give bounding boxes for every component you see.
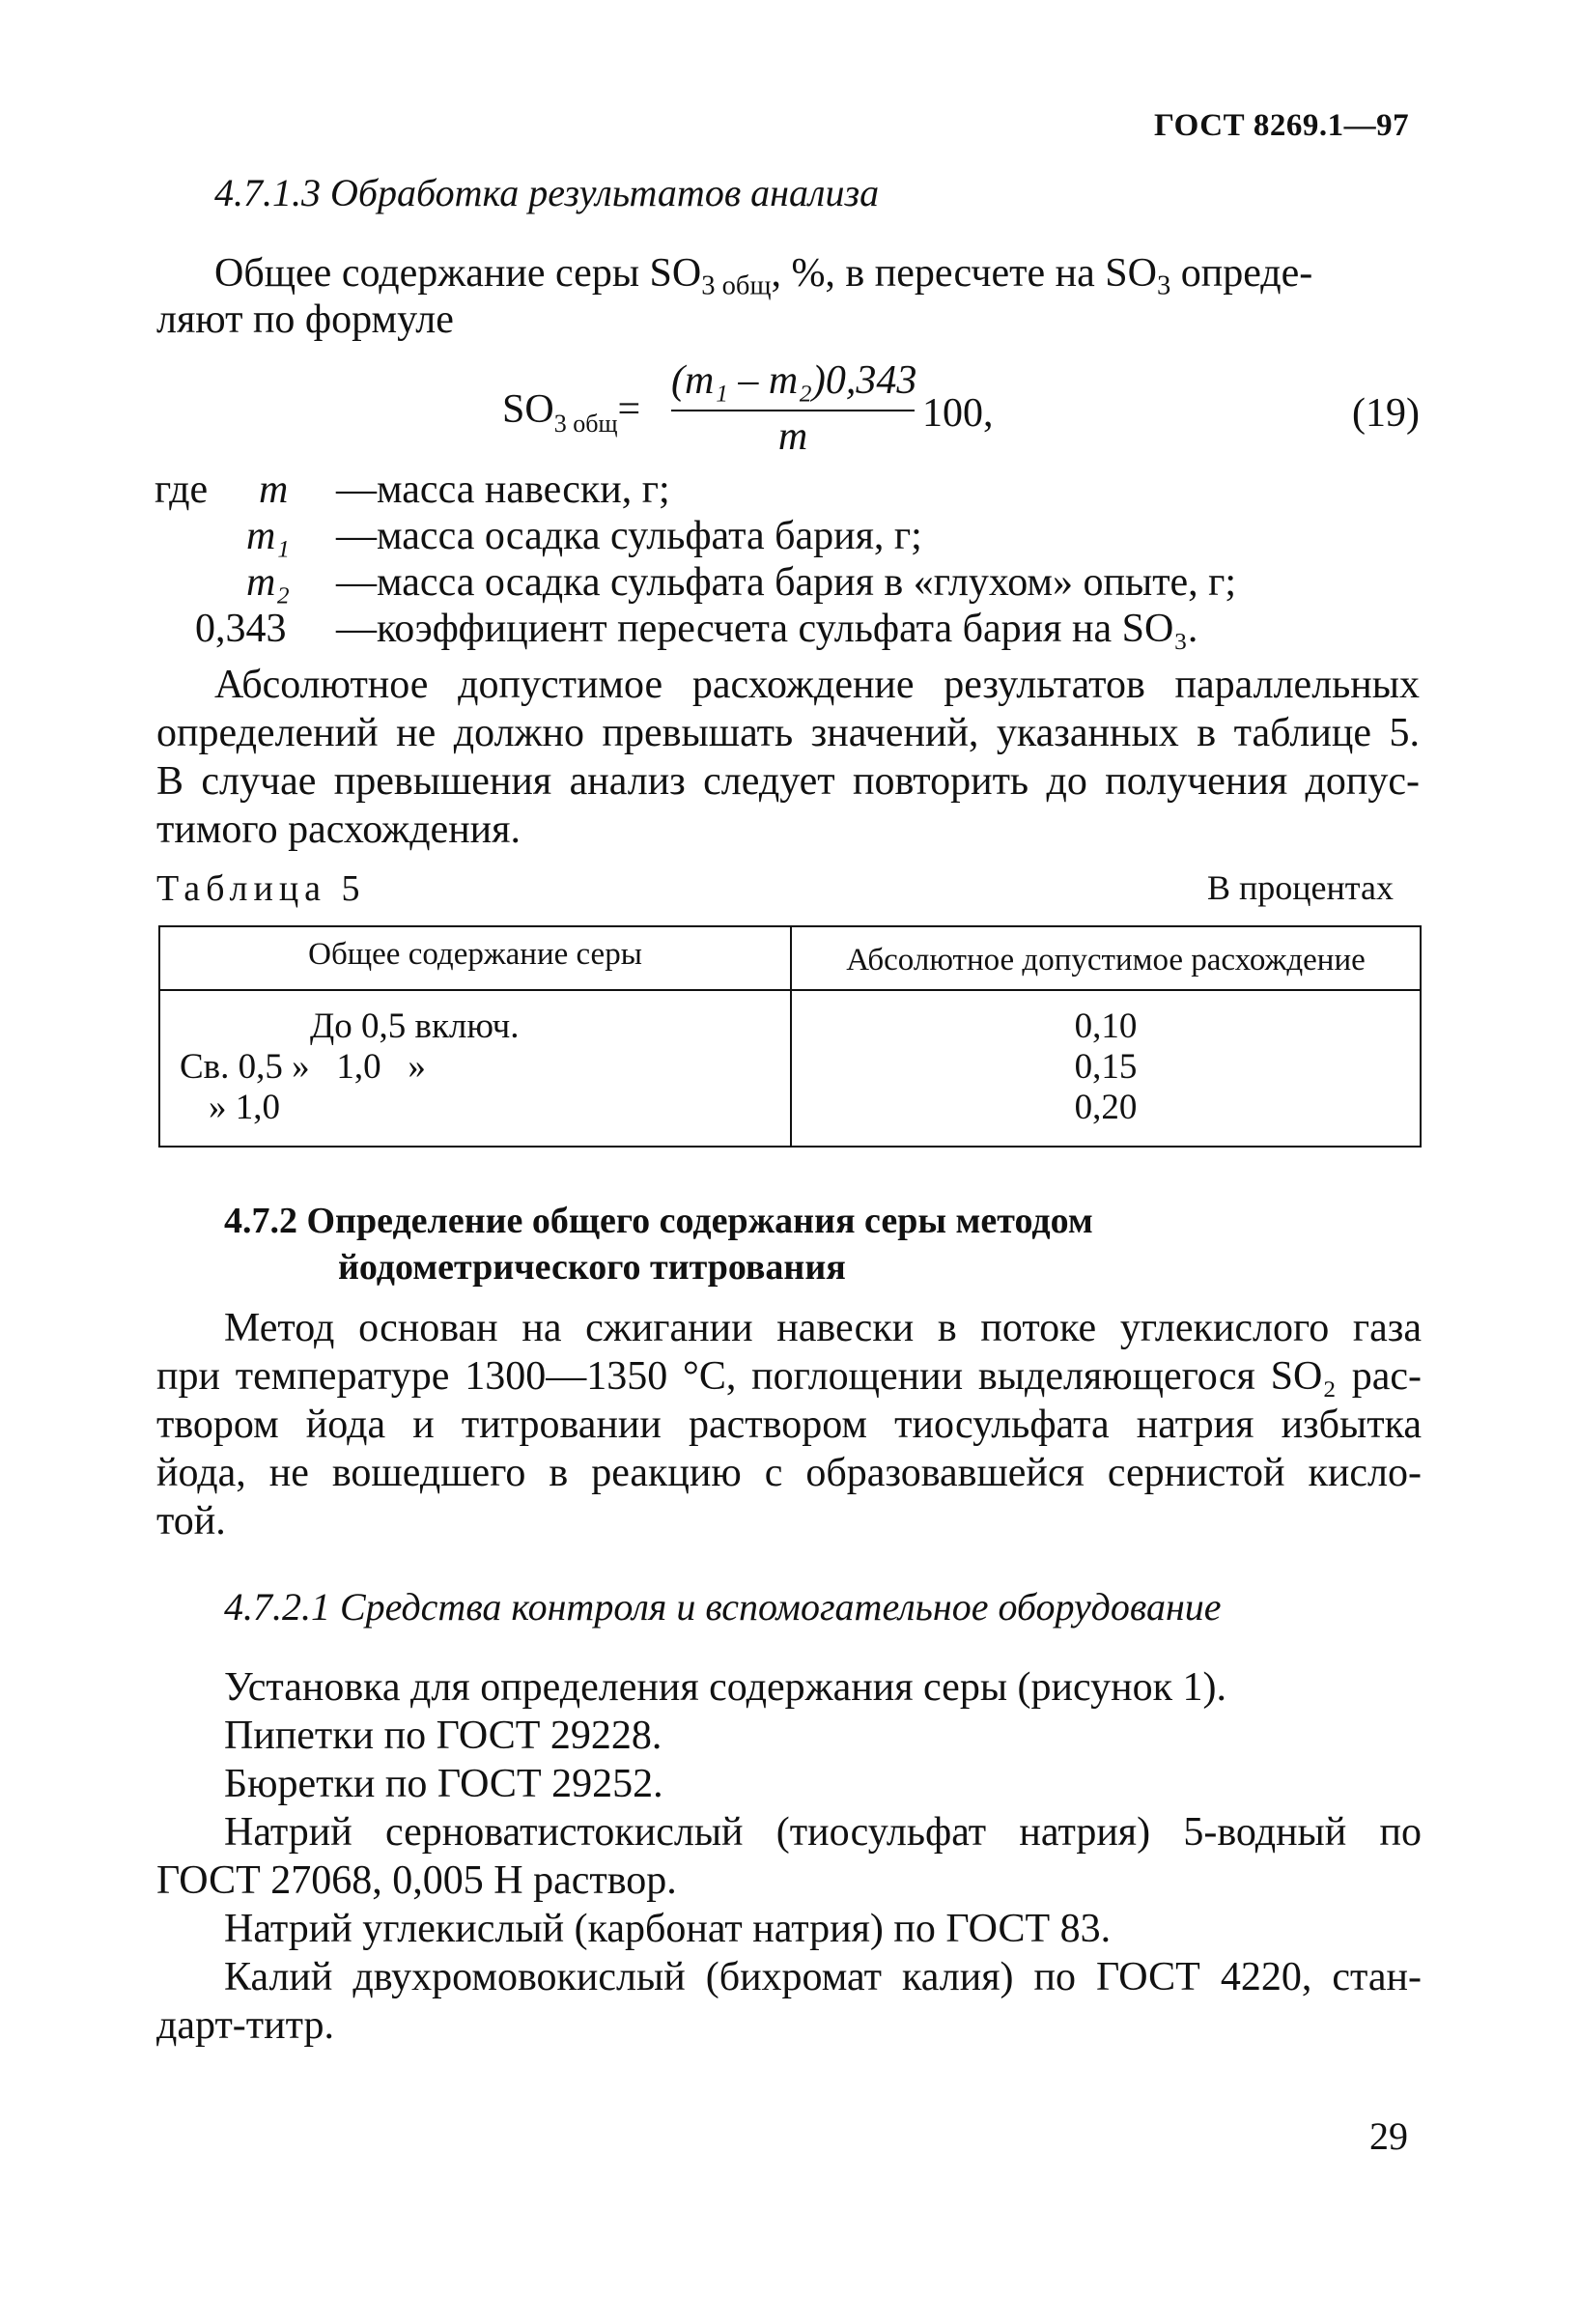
definition-symbol: m₂ (246, 560, 290, 605)
formula-lhs (502, 386, 641, 438)
list-item: Натрий серноватистокислый (тиосульфат натрия) 5-водный по (224, 1810, 1422, 1855)
formula-lhs-sub: 3 общ (553, 409, 618, 438)
table-units: В процентах (1207, 868, 1394, 907)
definition-row (155, 559, 1429, 606)
table-header: Абсолютное допустимое расхождение (846, 943, 1366, 978)
table-cell: Св. 0,5 » 1,0 » (180, 1047, 426, 1087)
table-cell: До 0,5 включ. (310, 1006, 520, 1046)
list-item: Пипетки по ГОСТ 29228. (224, 1714, 662, 1758)
paragraph-line: при температуре 1300—1350 °С, поглощении выделяющегося SO₂ рас- (156, 1354, 1422, 1399)
definition-text: масса осадка сульфата бария в «глухом» опыте, г; (377, 560, 1237, 605)
paragraph-line: Метод основан на сжигании навески в потоке углекислого газа (224, 1306, 1422, 1350)
paragraph-line: твором йода и титровании раствором тиосульфата натрия избытка (156, 1403, 1422, 1447)
intro-text-a: Общее содержание серы SO (214, 251, 702, 296)
section-title-4713: 4.7.1.3 Обработка результатов анализа (214, 171, 880, 214)
table-5 (158, 925, 1422, 1148)
definition-dash: — (336, 468, 377, 512)
table-header: Общее содержание серы (308, 937, 642, 972)
document-header: ГОСТ 8269.1—97 (1154, 108, 1410, 143)
where-label: где (155, 468, 209, 512)
intro-line-2: ляют по формуле (156, 298, 454, 342)
paragraph-line: В случае превышения анализ следует повторить до получения допус- (156, 759, 1420, 804)
list-item: Бюретки по ГОСТ 29252. (224, 1762, 663, 1806)
definition-row (155, 467, 1429, 513)
section-title-472-cont: йодометрического титрования (338, 1247, 846, 1288)
formula-denominator: m (777, 414, 808, 459)
intro-text-c: опреде- (1170, 251, 1313, 296)
intro-sub-b: 3 (1156, 270, 1171, 301)
formula-equals: = (617, 387, 641, 432)
definition-symbol: 0,343 (195, 607, 287, 651)
formula-definitions (155, 467, 1429, 652)
paragraph-line: той. (156, 1499, 226, 1544)
definition-dash: — (336, 560, 377, 605)
table-cell: 0,15 (1074, 1047, 1138, 1087)
fraction-bar (671, 410, 915, 411)
page-number: 29 (1369, 2114, 1408, 2158)
table-cell: 0,20 (1074, 1088, 1138, 1127)
formula-multiplier: 100, (922, 391, 994, 436)
definition-text: масса навески, г; (377, 468, 670, 512)
table-header-divider (160, 989, 1420, 991)
table-cell: » 1,0 (209, 1088, 280, 1127)
list-item: Натрий углекислый (карбонат натрия) по ГОСТ 83. (224, 1907, 1112, 1951)
list-item: ГОСТ 27068, 0,005 Н раствор. (156, 1858, 677, 1903)
definition-symbol: m₁ (246, 514, 290, 558)
definition-text: масса осадка сульфата бария, г; (377, 514, 922, 558)
definition-row (155, 513, 1429, 559)
table-cell: 0,10 (1074, 1006, 1138, 1046)
formula-numerator: (m₁ – m₂)0,343 (671, 358, 917, 403)
intro-sub-a: 3 общ (701, 270, 772, 301)
definition-symbol: m (259, 468, 289, 512)
table-caption: Таблица 5 (156, 868, 366, 909)
definition-dash: — (336, 607, 377, 651)
definition-row (155, 606, 1429, 652)
formula-lhs-symbol: SO (502, 387, 554, 432)
paragraph-line: Абсолютное допустимое расхождение результатов параллельных (214, 663, 1420, 707)
paragraph-line: йода, не вошедшего в реакцию с образовавшейся сернистой кисло- (156, 1451, 1422, 1495)
definition-dash: — (336, 514, 377, 558)
paragraph-line: определений не должно превышать значений, указанных в таблице 5. (156, 711, 1420, 755)
list-item: Калий двухромовокислый (бихромат калия) по ГОСТ 4220, стан- (224, 1955, 1422, 1999)
list-item: Установка для определения содержания серы (рисунок 1). (224, 1665, 1226, 1710)
section-title-4721: 4.7.2.1 Средства контроля и вспомогательное оборудование (224, 1585, 1222, 1629)
definition-text: коэффициент пересчета сульфата бария на SO₃. (377, 607, 1198, 651)
formula-number: (19) (1352, 391, 1420, 436)
intro-text-b: , %, в пересчете на SO (771, 251, 1157, 296)
section-title-472: 4.7.2 Определение общего содержания серы методом (224, 1201, 1093, 1241)
list-item: дарт-титр. (156, 2003, 334, 2048)
intro-line-1 (214, 249, 1417, 301)
paragraph-line: тимого расхождения. (156, 808, 521, 852)
